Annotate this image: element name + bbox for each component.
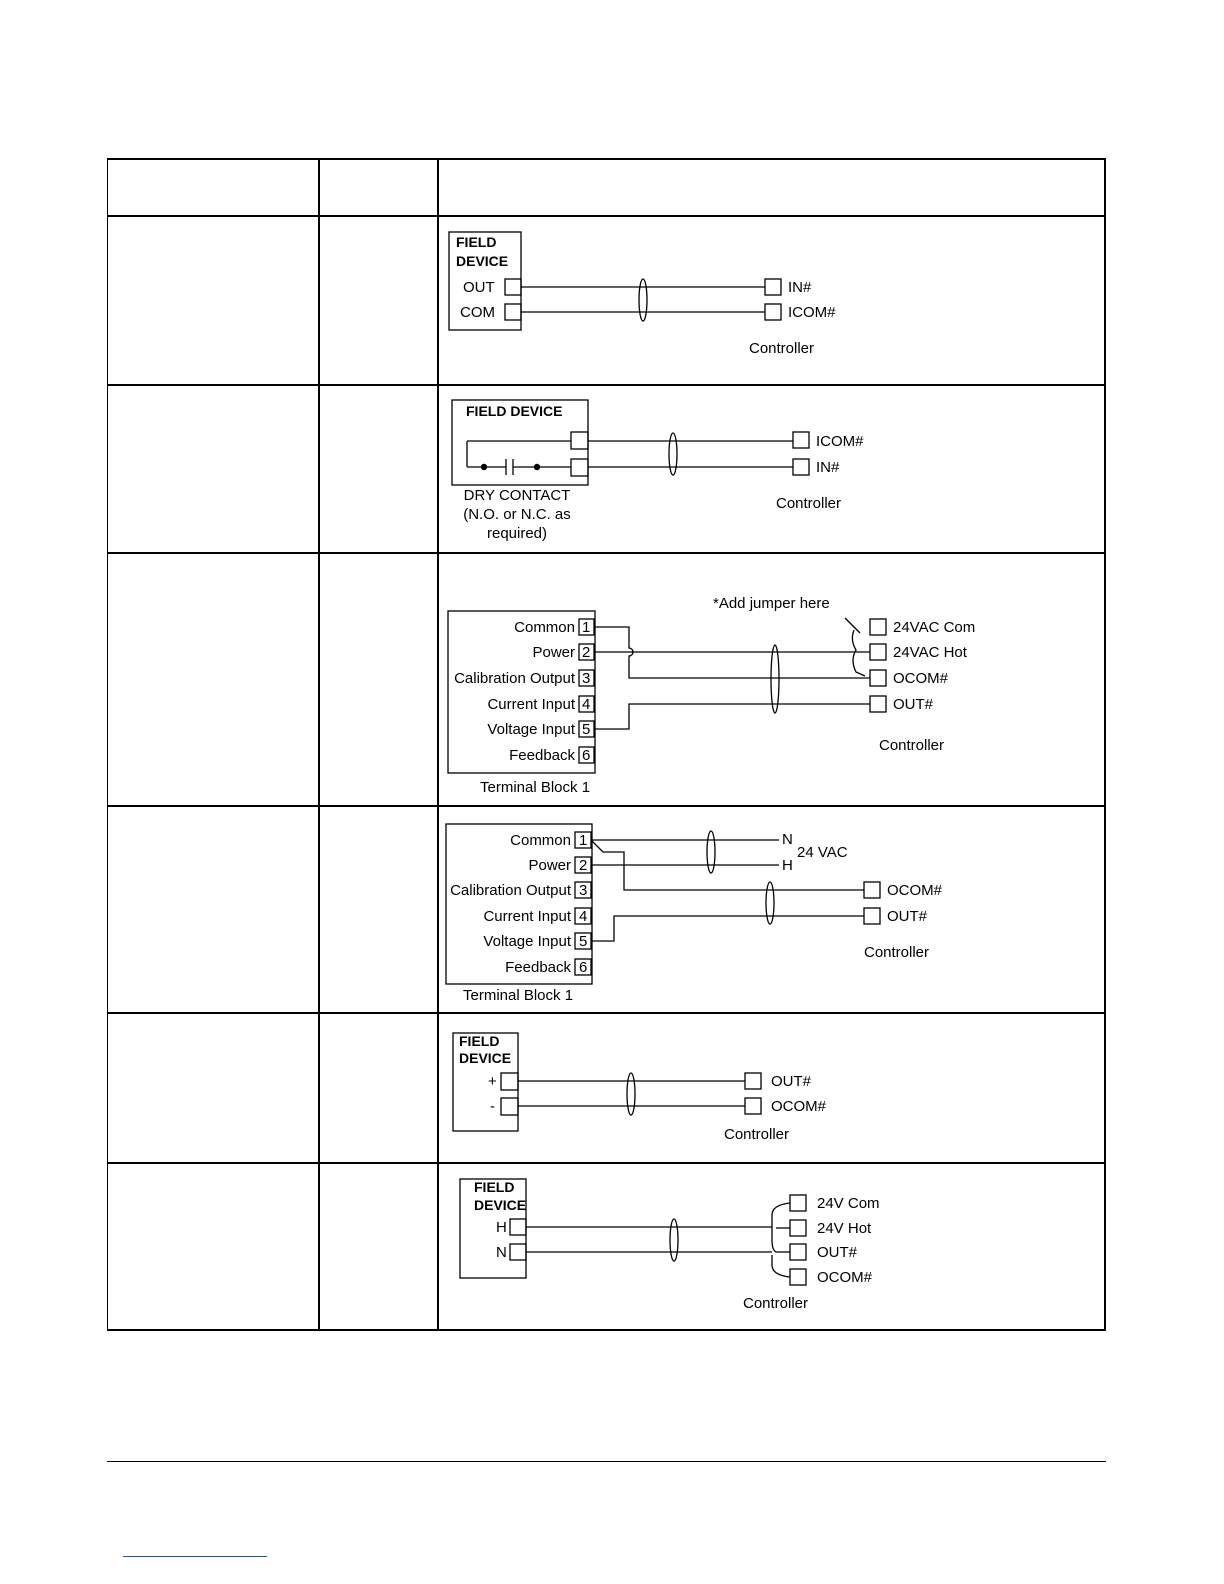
device-label-line1: FIELD bbox=[456, 234, 497, 250]
terminal-label: Calibration Output bbox=[454, 670, 575, 687]
device-label-line1: FIELD bbox=[474, 1179, 515, 1195]
wiring-table-svg bbox=[107, 158, 1106, 1331]
terminal-number: 3 bbox=[579, 882, 588, 899]
device-label-line2: DEVICE bbox=[459, 1050, 512, 1066]
terminal-label: Power bbox=[532, 644, 575, 661]
terminal-number: 3 bbox=[582, 670, 591, 687]
controller-terminal-label: OUT# bbox=[887, 908, 928, 925]
controller-terminal-label: OUT# bbox=[771, 1073, 812, 1090]
terminal-label: Power bbox=[528, 857, 571, 874]
controller-label: Controller bbox=[743, 1295, 809, 1312]
terminal-label: Common bbox=[510, 832, 571, 849]
terminal-label: + bbox=[488, 1073, 497, 1090]
controller-terminal-label: ICOM# bbox=[788, 304, 836, 321]
controller-terminal-label: OCOM# bbox=[817, 1269, 873, 1286]
controller-terminal-label: 24VAC Com bbox=[893, 619, 976, 636]
terminal-label: Feedback bbox=[509, 747, 575, 764]
controller-label: Controller bbox=[879, 737, 945, 754]
terminal-number: 2 bbox=[579, 857, 588, 874]
terminal-label: COM bbox=[460, 304, 495, 321]
terminal-label: Voltage Input bbox=[487, 721, 575, 738]
supply-hot-label: H bbox=[782, 857, 793, 874]
controller-terminal-label: 24VAC Hot bbox=[893, 644, 967, 661]
supply-voltage-label: 24 VAC bbox=[797, 844, 848, 861]
footer-rule bbox=[107, 1461, 1106, 1462]
terminal-block-label: Terminal Block 1 bbox=[480, 779, 591, 796]
terminal-label: Voltage Input bbox=[483, 933, 571, 950]
diagram-analog-output bbox=[453, 1033, 827, 1143]
terminal-block-label: Terminal Block 1 bbox=[463, 987, 574, 1004]
controller-terminal-label: ICOM# bbox=[816, 433, 864, 450]
terminal-number: 1 bbox=[579, 832, 588, 849]
jumper-note: *Add jumper here bbox=[713, 595, 830, 612]
diagram-actuator-shared-power bbox=[448, 595, 975, 796]
diagram-actuator-separate-power bbox=[446, 824, 943, 1004]
terminal-number: 1 bbox=[582, 619, 591, 636]
terminal-label: Feedback bbox=[505, 959, 571, 976]
terminal-number: 4 bbox=[579, 908, 588, 925]
terminal-number: 5 bbox=[579, 933, 588, 950]
terminal-label: OUT bbox=[463, 279, 495, 296]
terminal-number: 6 bbox=[579, 959, 588, 976]
controller-terminal-label: 24V Com bbox=[817, 1195, 880, 1212]
contact-label-line1: DRY CONTACT bbox=[463, 487, 571, 504]
controller-terminal-label: IN# bbox=[788, 279, 812, 296]
controller-terminal-label: OUT# bbox=[893, 696, 934, 713]
controller-terminal-label: OCOM# bbox=[887, 882, 943, 899]
table-grid bbox=[107, 159, 1105, 1330]
terminal-label: N bbox=[496, 1244, 507, 1261]
contact-label-line2: (N.O. or N.C. as bbox=[463, 506, 571, 523]
controller-label: Controller bbox=[724, 1126, 790, 1143]
controller-terminal-label: 24V Hot bbox=[817, 1220, 872, 1237]
wiring-table bbox=[107, 158, 1106, 1331]
terminal-label: - bbox=[490, 1098, 495, 1115]
terminal-label: Current Input bbox=[483, 908, 571, 925]
terminal-label: Calibration Output bbox=[450, 882, 571, 899]
terminal-number: 4 bbox=[582, 696, 591, 713]
controller-terminal-label: IN# bbox=[816, 459, 840, 476]
controller-label: Controller bbox=[749, 340, 815, 357]
controller-terminal-label: OCOM# bbox=[893, 670, 949, 687]
device-label-line2: DEVICE bbox=[474, 1197, 527, 1213]
controller-terminal-label: OUT# bbox=[817, 1244, 858, 1261]
diagram-dry-contact bbox=[452, 400, 864, 542]
terminal-number: 5 bbox=[582, 721, 591, 738]
supply-neutral-label: N bbox=[782, 831, 793, 848]
diagram-analog-input bbox=[449, 232, 836, 357]
device-label-line1: FIELD bbox=[459, 1033, 500, 1049]
terminal-label: Common bbox=[514, 619, 575, 636]
terminal-number: 6 bbox=[582, 747, 591, 764]
device-label: FIELD DEVICE bbox=[466, 403, 563, 419]
terminal-number: 2 bbox=[582, 644, 591, 661]
footer-link-underline[interactable] bbox=[123, 1556, 267, 1557]
terminal-label: Current Input bbox=[487, 696, 575, 713]
controller-label: Controller bbox=[776, 495, 842, 512]
controller-terminal-label: OCOM# bbox=[771, 1098, 827, 1115]
diagram-binary-output bbox=[460, 1179, 880, 1312]
contact-label-line3: required) bbox=[486, 525, 548, 542]
terminal-label: H bbox=[496, 1219, 507, 1236]
device-label-line2: DEVICE bbox=[456, 253, 509, 269]
controller-label: Controller bbox=[864, 944, 930, 961]
